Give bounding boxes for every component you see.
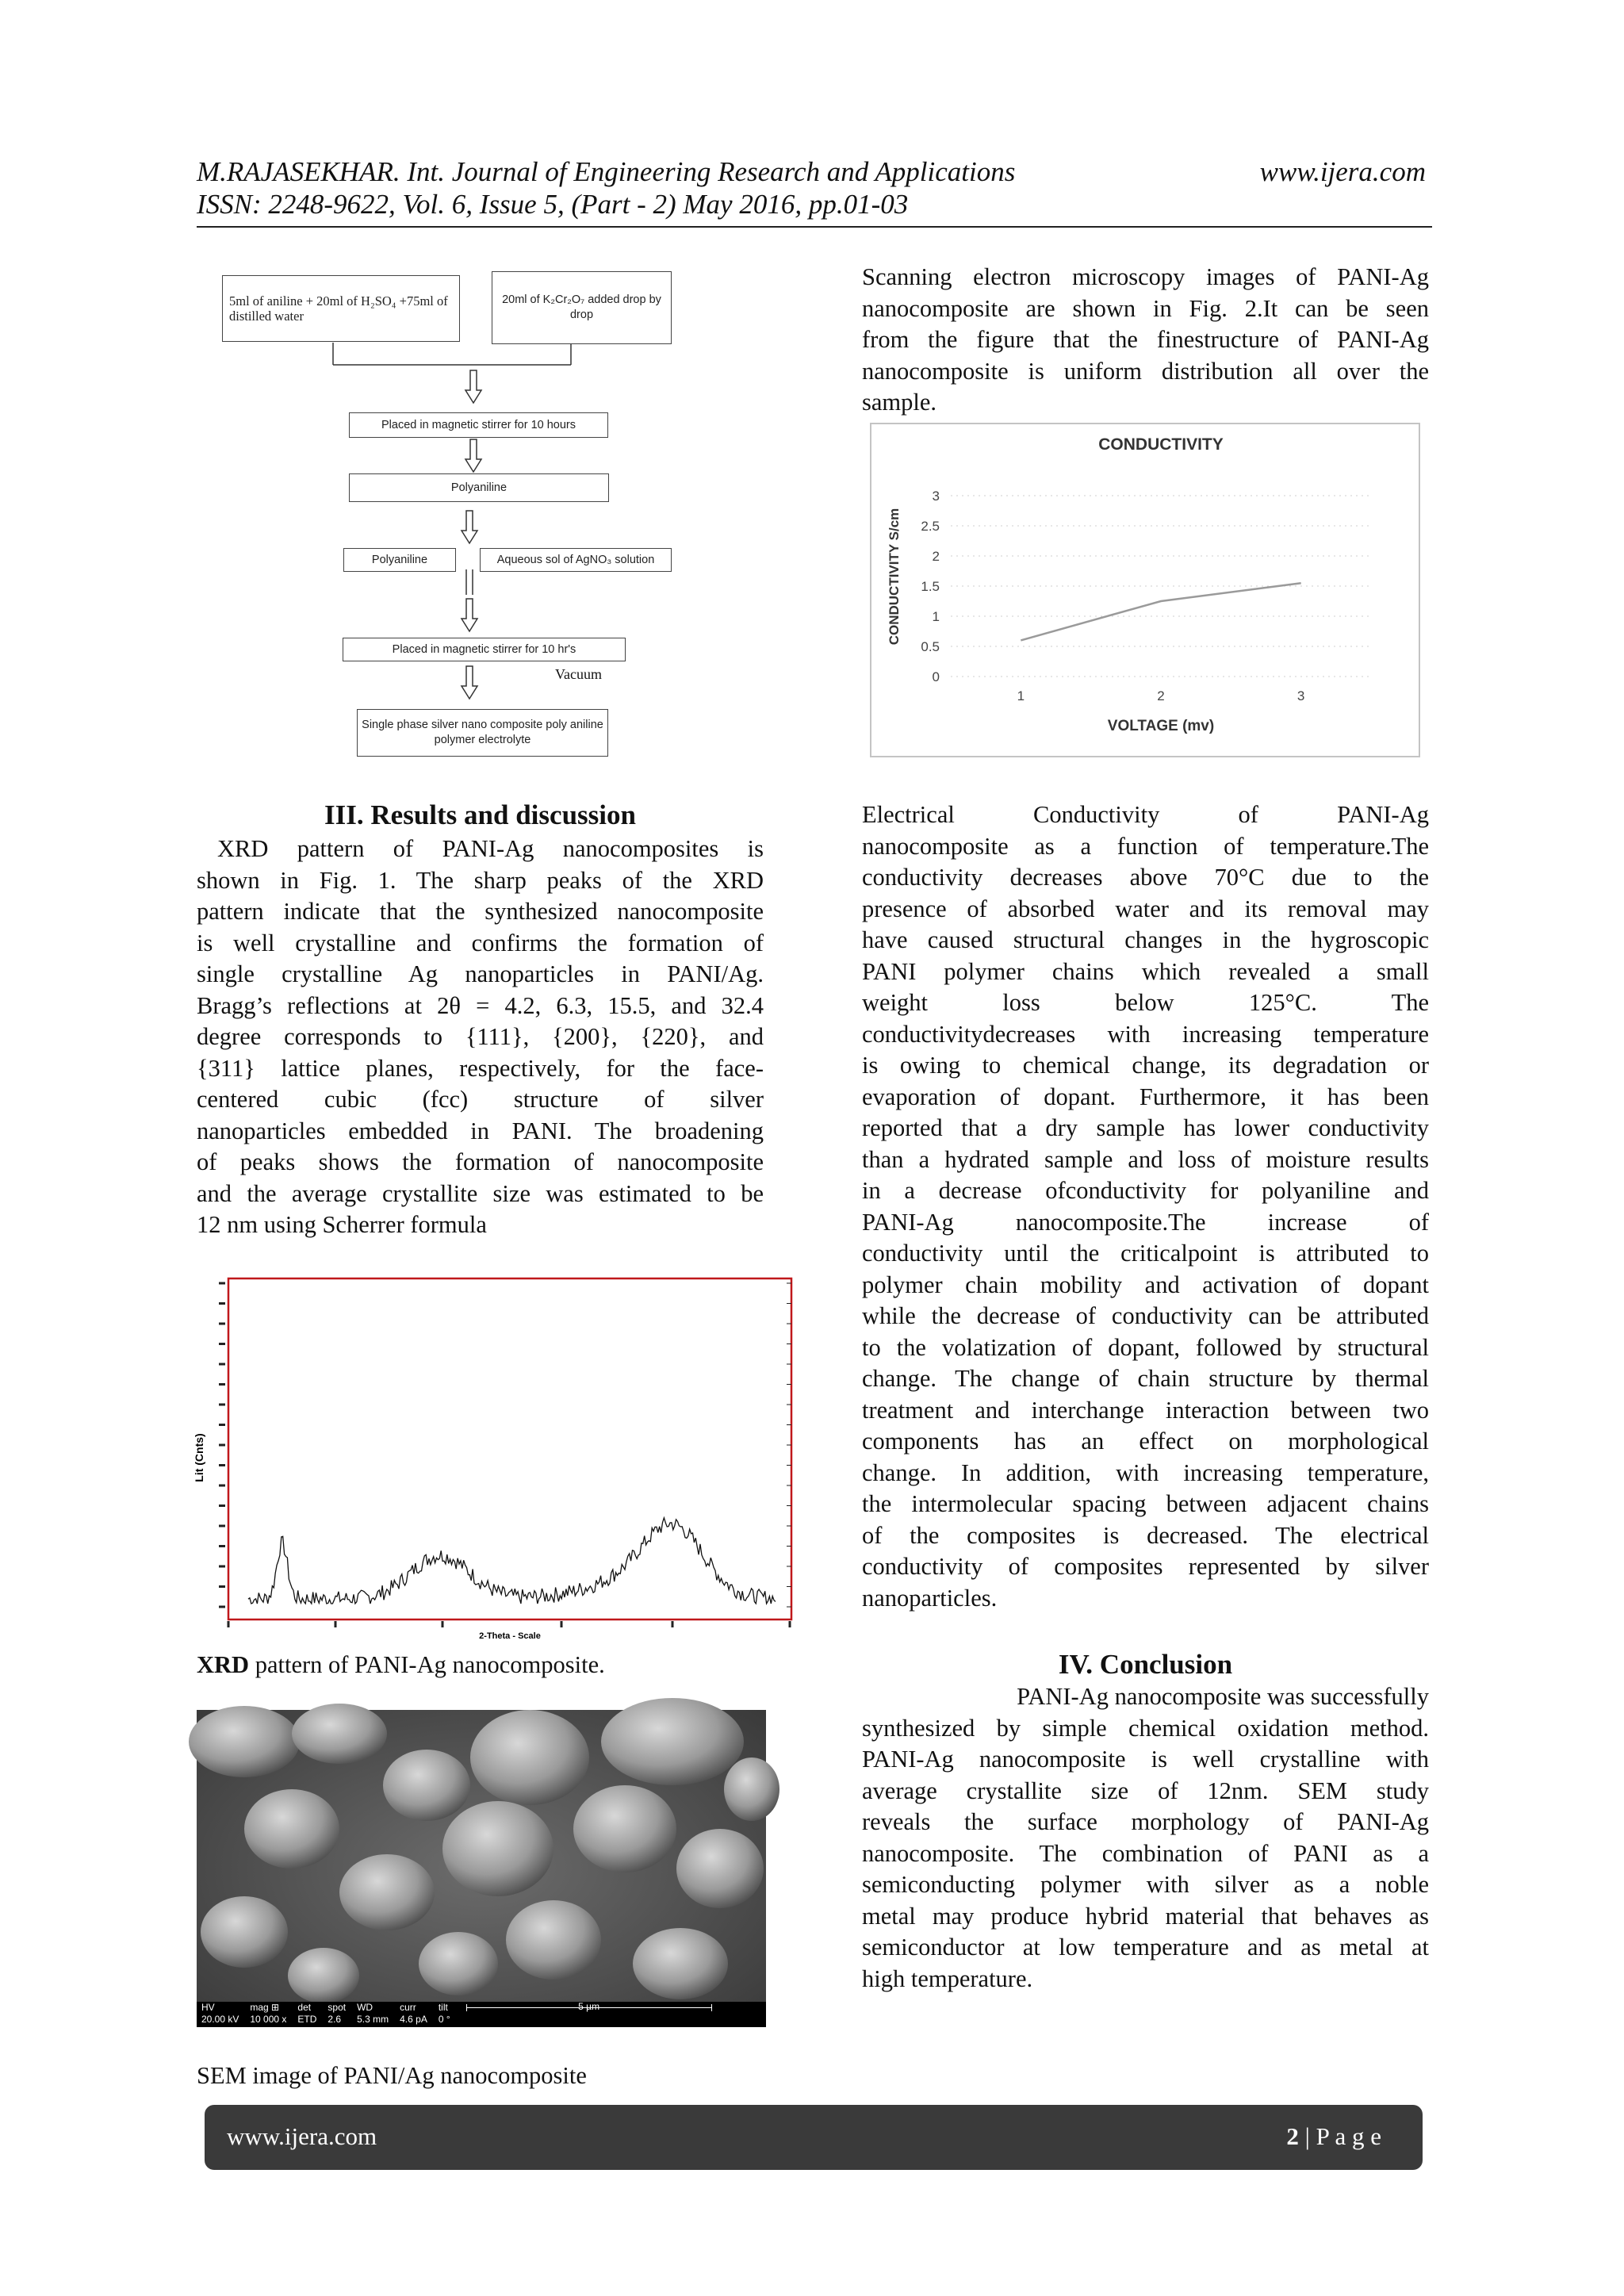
databar-col-hv: HV 20.00 kV [201, 2002, 239, 2025]
text-line: shown in Fig. 1. The sharp peaks of the XRD [197, 866, 764, 894]
text-line: conductivity decreases above 70°C due to the [862, 864, 1429, 891]
text-line: average crystallite size of 12nm. SEM study [862, 1777, 1429, 1804]
text-line: weight loss below 125°C. The [862, 989, 1429, 1016]
conductivity-series-line [1021, 583, 1300, 640]
page-label: | P a g e [1298, 2122, 1381, 2150]
text-line: presence of absorbed water and its removal may [862, 895, 1429, 922]
text-line: have caused structural changes in the hygroscopic [862, 926, 1429, 953]
text-line: high temperature. [862, 1964, 1033, 1992]
text-line: 12 nm using Scherrer formula [197, 1211, 487, 1238]
sem-scale-label: 5 µm [578, 2001, 600, 2012]
xrd-frame [228, 1278, 791, 1619]
databar-col-wd: WD 5.3 mm [357, 2002, 389, 2025]
x-tick-label: 1 [1017, 688, 1025, 703]
text-line: XRD pattern of PANI-Ag nanocomposites is [217, 835, 764, 862]
text-line: Bragg’s reflections at 2θ = 4.2, 6.3, 15.5, and 32.4 [197, 991, 764, 1019]
text-line: pattern indicate that the synthesized nanocomposite [197, 898, 764, 925]
page-number: 2 [1286, 2122, 1299, 2150]
text-line: nanocomposite as a function of temperature.The [862, 832, 1429, 860]
sem-image [197, 1710, 766, 2027]
flowchart-figure [218, 271, 710, 763]
text-line: change. In addition, with increasing temperature, [862, 1458, 1429, 1486]
flow-step-final: Single phase silver nano composite poly aniline polymer electrolyte [357, 709, 608, 757]
flow-box-aniline: 5ml of aniline + 20ml of H₂SO₄ +75ml of distilled water [222, 275, 460, 342]
xrd-figure [193, 1269, 796, 1642]
text-line: centered cubic (fcc) structure of silver [197, 1086, 764, 1113]
y-tick-label: 2.5 [921, 519, 940, 534]
flow-step-stirrer: Placed in magnetic stirrer for 10 hours [349, 412, 608, 438]
xrd-caption [197, 1650, 799, 1681]
text-line: components has an effect on morphological [862, 1428, 1429, 1455]
text-line: to the volatization of dopant, followed by structural [862, 1333, 1429, 1361]
flow-vacuum-label: Vacuum [555, 666, 602, 682]
text-line: nanoparticles. [862, 1584, 998, 1612]
text-line: sample. [862, 389, 937, 416]
y-tick-label: 0 [932, 669, 940, 684]
text-line: Electrical Conductivity of PANI-Ag [862, 801, 1429, 828]
text-line: nanocomposite is uniform distribution all over the [862, 357, 1429, 385]
flow-step-agno3: Aqueous sol of AgNO₃ solution [480, 548, 672, 572]
flow-box-dichromate: 20ml of K₂Cr₂O₇ added drop by drop [492, 271, 672, 344]
text-line: nanocomposite are shown in Fig. 2.It can be seen [862, 294, 1429, 322]
xrd-caption-text: pattern of PANI-Ag nanocomposite. [249, 1651, 605, 1678]
text-line: nanocomposite. The combination of PANI as a [862, 1839, 1429, 1867]
text-line: Scanning electron microscopy images of PANI-Ag [862, 263, 1429, 290]
y-tick-label: 3 [932, 489, 940, 504]
xrd-plot [193, 1269, 796, 1642]
flow-step-stirrer-2: Placed in magnetic stirrer for 10 hr's [343, 638, 626, 661]
text-line: nanoparticles embedded in PANI. The broadening [197, 1117, 764, 1144]
conclusion-paragraph [862, 1681, 1429, 1995]
xrd-caption-bold: XRD [197, 1651, 250, 1678]
text-line: PANI-Ag nanocomposite was successfully [1017, 1683, 1429, 1710]
issn-line: ISSN: 2248-9622, Vol. 6, Issue 5, (Part - 2) May 2016, pp.01-03 [197, 189, 909, 220]
text-line: than a hydrated sample and loss of moisture results [862, 1145, 1429, 1173]
y-tick-label: 2 [932, 549, 940, 564]
sem-scale-bar [466, 2002, 712, 2027]
text-line: semiconductor at low temperature and as metal at [862, 1934, 1429, 1961]
conductivity-plot [871, 424, 1419, 756]
text-line: reveals the surface morphology of PANI-Ag [862, 1808, 1429, 1835]
conclusion-heading: IV. Conclusion [1058, 1649, 1233, 1680]
text-line: and the average crystallite size was estimated to be [197, 1179, 764, 1207]
databar-col-det: det ETD [297, 2002, 317, 2025]
page-footer [205, 2105, 1423, 2170]
flow-step-polyaniline: Polyaniline [349, 473, 609, 502]
x-tick-label: 3 [1297, 688, 1305, 703]
journal-website[interactable]: www.ijera.com [1259, 156, 1426, 187]
text-line: degree corresponds to {111}, {200}, {220}, and [197, 1023, 764, 1050]
xrd-ylabel: Lit (Cnts) [193, 1433, 205, 1482]
journal-title: M.RAJASEKHAR. Int. Journal of Engineering Research and Applications [197, 156, 1016, 187]
y-axis-label: CONDUCTIVITY S/cm [887, 508, 902, 646]
text-line: single crystalline Ag nanoparticles in PANI/Ag. [197, 960, 764, 987]
text-line: of the composites is decreased. The electrical [862, 1521, 1429, 1549]
text-line: while the decrease of conductivity can be attributed [862, 1302, 1429, 1329]
text-line: from the figure that the finestructure of PANI-Ag [862, 326, 1429, 353]
y-tick-label: 1 [932, 609, 940, 624]
databar-col-tilt: tilt 0 ° [438, 2002, 450, 2025]
databar-col-curr: curr 4.6 pA [400, 2002, 427, 2025]
xrd-xlabel: 2-Theta - Scale [479, 1631, 541, 1641]
sem-particles [197, 1710, 766, 2027]
x-tick-label: 2 [1157, 688, 1165, 703]
text-line: conductivitydecreases with increasing temperature [862, 1020, 1429, 1048]
text-line: conductivity until the criticalpoint is attributed to [862, 1240, 1429, 1267]
text-line: of peaks shows the formation of nanocomposite [197, 1148, 764, 1175]
databar-col-mag: mag ⊞ 10 000 x [250, 2002, 287, 2025]
chart-title: CONDUCTIVITY [1098, 435, 1224, 454]
journal-header [197, 155, 1426, 220]
results-heading: III. Results and discussion [324, 799, 636, 830]
text-line: metal may produce hybrid material that behaves as [862, 1902, 1429, 1930]
conductivity-chart [870, 423, 1420, 757]
sem-caption: SEM image of PANI/Ag nanocomposite [197, 2062, 587, 2089]
y-tick-label: 0.5 [921, 639, 940, 654]
text-line: semiconducting polymer with silver as a noble [862, 1871, 1429, 1898]
text-line: the intermolecular spacing between adjacent chains [862, 1490, 1429, 1517]
flowchart-arrows [218, 271, 710, 763]
text-line: PANI-Ag nanocomposite.The increase of [862, 1208, 1429, 1236]
sem-intro-paragraph [862, 262, 1429, 419]
footer-page [1286, 2122, 1381, 2151]
text-line: is owing to chemical change, its degradation or [862, 1052, 1429, 1079]
databar-col-spot: spot 2.6 [327, 2002, 347, 2025]
footer-website[interactable]: www.ijera.com [227, 2122, 377, 2150]
text-line: evaporation of dopant. Furthermore, it has been [862, 1083, 1429, 1110]
text-line: polymer chain mobility and activation of dopant [862, 1271, 1429, 1298]
text-line: is well crystalline and confirms the formation of [197, 929, 764, 956]
flow-step-polyaniline-b: Polyaniline [343, 548, 456, 572]
text-line: synthesized by simple chemical oxidation method. [862, 1714, 1429, 1742]
text-line: treatment and interchange interaction between two [862, 1396, 1429, 1424]
sem-databar [197, 2002, 766, 2027]
text-line: conductivity of composites represented by silver [862, 1553, 1429, 1580]
y-tick-label: 1.5 [921, 579, 940, 594]
results-paragraph [197, 834, 764, 1241]
x-axis-label: VOLTAGE (mv) [1107, 718, 1215, 734]
text-line: {311} lattice planes, respectively, for the face- [197, 1054, 764, 1082]
header-rule [197, 226, 1432, 228]
conductivity-paragraph [862, 799, 1429, 1614]
text-line: PANI-Ag nanocomposite is well crystalline with [862, 1746, 1429, 1773]
text-line: change. The change of chain structure by thermal [862, 1365, 1429, 1392]
text-line: in a decrease ofconductivity for polyaniline and [862, 1177, 1429, 1204]
text-line: PANI polymer chains which revealed a small [862, 957, 1429, 985]
text-line: reported that a dry sample has lower conductivity [862, 1114, 1429, 1141]
